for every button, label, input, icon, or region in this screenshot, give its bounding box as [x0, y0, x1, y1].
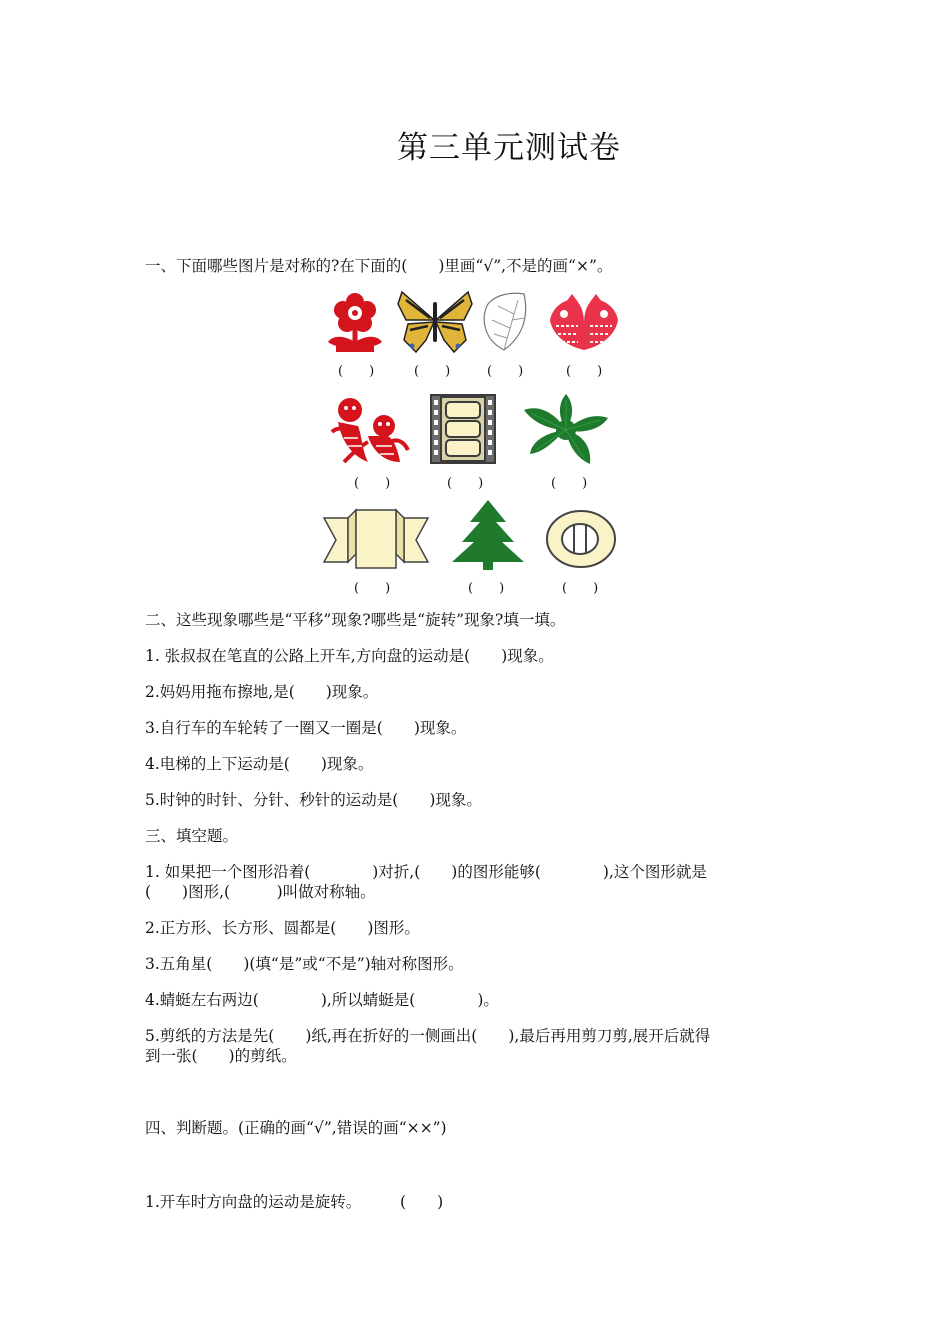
answer-blank[interactable]: ( )	[354, 476, 391, 491]
question-item: 2.妈妈用拖布擦地,是( )现象。	[145, 683, 379, 701]
film-strip-icon	[428, 392, 498, 466]
section3-heading: 三、填空题。	[145, 827, 239, 845]
monkeys-papercut-icon	[328, 392, 410, 466]
section4-heading: 四、判断题。(正确的画“√”,错误的画“××”)	[145, 1119, 447, 1137]
question-item: 4.电梯的上下运动是( )现象。	[145, 755, 374, 773]
star-leaf-icon	[520, 392, 612, 466]
butterfly-icon	[396, 290, 474, 354]
question-item-continued: ( )图形,( )叫做对称轴。	[145, 883, 376, 901]
question-item: 3.五角星( )(填“是”或“不是”)轴对称图形。	[145, 955, 464, 973]
answer-blank[interactable]: ( )	[566, 364, 603, 379]
question-item: 1. 如果把一个图形沿着( )对折,( )的图形能够( ),这个图形就是	[145, 863, 707, 881]
answer-blank[interactable]: ( )	[447, 476, 484, 491]
question-item-continued: 到一张( )的剪纸。	[145, 1047, 297, 1065]
question-item: 1.开车时方向盘的运动是旋转。 ( )	[145, 1193, 444, 1211]
answer-blank[interactable]: ( )	[414, 364, 451, 379]
section1-heading: 一、下面哪些图片是对称的?在下面的( )里画“√”,不是的画“×”。	[145, 257, 613, 275]
section2-heading: 二、这些现象哪些是“平移”现象?哪些是“旋转”现象?填一填。	[145, 611, 566, 629]
answer-blank[interactable]: ( )	[354, 581, 391, 596]
question-item: 1. 张叔叔在笔直的公路上开车,方向盘的运动是( )现象。	[145, 647, 554, 665]
question-item: 4.蜻蜓左右两边( ),所以蜻蜓是( )。	[145, 991, 499, 1009]
question-item: 5.剪纸的方法是先( )纸,再在折好的一侧画出( ),最后再用剪刀剪,展开后就得	[145, 1027, 711, 1045]
answer-blank[interactable]: ( )	[562, 581, 599, 596]
answer-blank[interactable]: ( )	[551, 476, 588, 491]
ribbon-banner-icon	[322, 508, 430, 570]
answer-blank[interactable]: ( )	[338, 364, 375, 379]
pine-tree-icon	[448, 498, 528, 570]
answer-blank[interactable]: ( )	[468, 581, 505, 596]
page-title: 第三单元测试卷	[397, 130, 621, 166]
leaf-icon	[478, 290, 530, 354]
question-item: 5.时钟的时针、分针、秒针的运动是( )现象。	[145, 791, 482, 809]
fish-papercut-icon	[542, 290, 626, 354]
question-item: 3.自行车的车轮转了一圈又一圈是( )现象。	[145, 719, 467, 737]
round-buckle-icon	[544, 508, 618, 570]
flower-icon	[322, 290, 388, 356]
question-item: 2.正方形、长方形、圆都是( )图形。	[145, 919, 420, 937]
answer-blank[interactable]: ( )	[487, 364, 524, 379]
